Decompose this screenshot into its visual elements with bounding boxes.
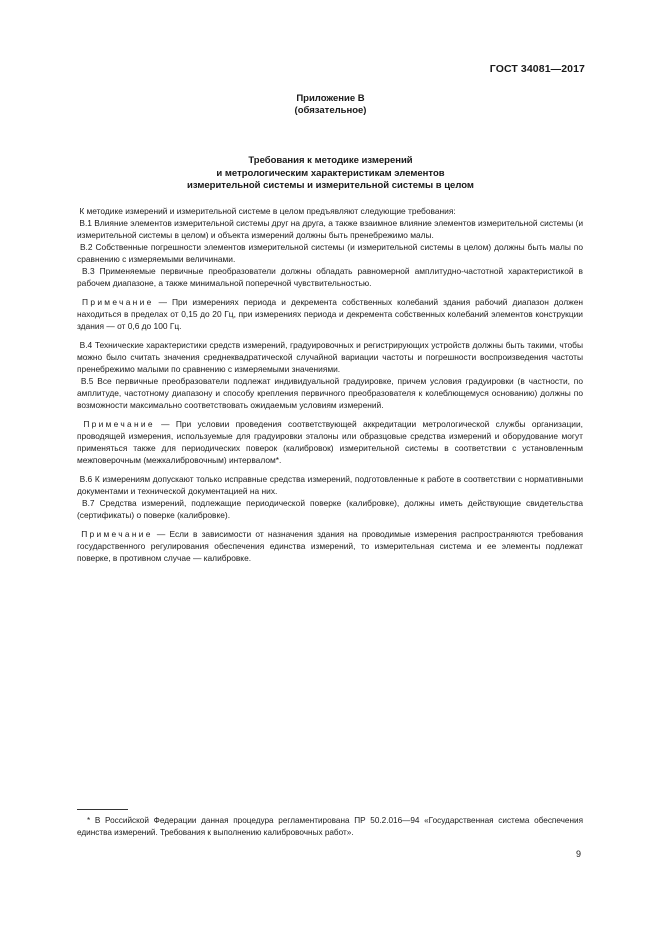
note-1-text: — При измерениях периода и декремента собственных колебаний здания рабочий диапазон должен находиться в пределах от 0,15 до 20 Гц, при измерениях периода и декремента собственных колебаний элементов конструкции здания — от 0,6 до 100 Гц.	[77, 297, 584, 331]
note-2-label: Примечание	[83, 419, 155, 429]
paragraph-intro-text: К методике измерений и измерительной системе в целом предъявляют следующие требования:	[79, 206, 456, 216]
paragraph-intro	[77, 205, 583, 217]
note-3-label: Примечание	[81, 529, 153, 539]
paragraph-b2-text: В.2 Собственные погрешности элементов измерительной системы (и измерительной системы в целом) должны быть малы по сравнению с измеряемыми величинами.	[77, 242, 583, 264]
paragraph-b6-text: В.6 К измерениям допускают только исправные средства измерений, подготовленные к работе в соответствии с нормативными документами и технической документацией на них.	[77, 474, 583, 496]
note-1-label: Примечание	[82, 297, 154, 307]
note-3-text: — Если в зависимости от назначения здания на проводимые измерения распространяются требования государственного регулирования обеспечения единства измерений, то измерительная система и ее элементы подлежат поверке, в противном случае — калибровке.	[77, 529, 584, 563]
paragraph-b6	[77, 473, 583, 497]
page-number: 9	[575, 849, 581, 859]
section-title-line-3: измерительной системы и измерительной системы в целом	[187, 180, 474, 191]
paragraph-b7-text: В.7 Средства измерений, подлежащие периодической поверке (калибровке), должны иметь действующие свидетельства (сертификаты) о поверке (калибровке).	[77, 498, 583, 520]
appendix-status: (обязательное)	[294, 105, 367, 116]
paragraph-b5-text: В.5 Все первичные преобразователи подлежат индивидуальной градуировке, причем условия градуировки (в частности, по амплитуде, частотному диапазону и способу крепления первичного преобразователя к колеблющемуся основанию) должны по возможности максимально соответствовать ожидаемым условиям измерений.	[77, 376, 583, 410]
paragraph-b1-text: В.1 Влияние элементов измерительной системы друг на друга, а также взаимное влияние элементов измерительной системы (и измерительной системы в целом) и объекта измерений должны быть пренебрежимо малы.	[77, 218, 584, 240]
footnote-divider	[77, 809, 128, 810]
paragraph-b2	[77, 241, 583, 265]
section-title-line-2: и метрологическим характеристикам элементов	[216, 167, 445, 179]
note-3	[77, 528, 583, 564]
footnote-text: * В Российской Федерации данная процедура регламентирована ПР 50.2.016—94 «Государственная система обеспечения единства измерений. Требования к выполнению калибровочных работ».	[77, 816, 583, 837]
footnote	[77, 815, 583, 839]
note-1	[77, 296, 583, 332]
paragraph-b3	[77, 265, 583, 289]
appendix-heading	[0, 93, 661, 117]
document-code: ГОСТ 34081—2017	[489, 63, 585, 75]
paragraph-b1	[77, 217, 583, 241]
note-2	[77, 418, 583, 466]
paragraph-b7	[77, 497, 583, 521]
document-body	[77, 205, 583, 564]
note-2-text: — При условии проведения соответствующей аккредитации метрологической службы организации, проводящей измерения, используемые для градуировки эталоны или образцовые средства измерений и оборудование могут применяться также для периодических поверок (калибровок) измерительной системы в соответствии с установленным межповерочным (межкалибровочным) интервалом*.	[77, 419, 583, 465]
section-title-line-1: Требования к методике измерений	[248, 155, 413, 166]
section-title	[0, 155, 661, 193]
paragraph-b3-text: В.3 Применяемые первичные преобразователи должны обладать равномерной амплитудно-частотной характеристикой в рабочем диапазоне, а также минимальной поперечной чувствительностью.	[77, 266, 583, 288]
paragraph-b5	[77, 375, 583, 411]
paragraph-b4	[77, 339, 583, 375]
paragraph-b4-text: В.4 Технические характеристики средств измерений, градуировочных и регистрирующих устройств должны быть такими, чтобы можно было считать значения среднеквадратической случайной вариации частоты и погрешности воспроизведения частоты пренебрежимо малыми по сравнению с измеряемыми значениями.	[77, 340, 583, 374]
appendix-label: Приложение В	[296, 93, 365, 104]
